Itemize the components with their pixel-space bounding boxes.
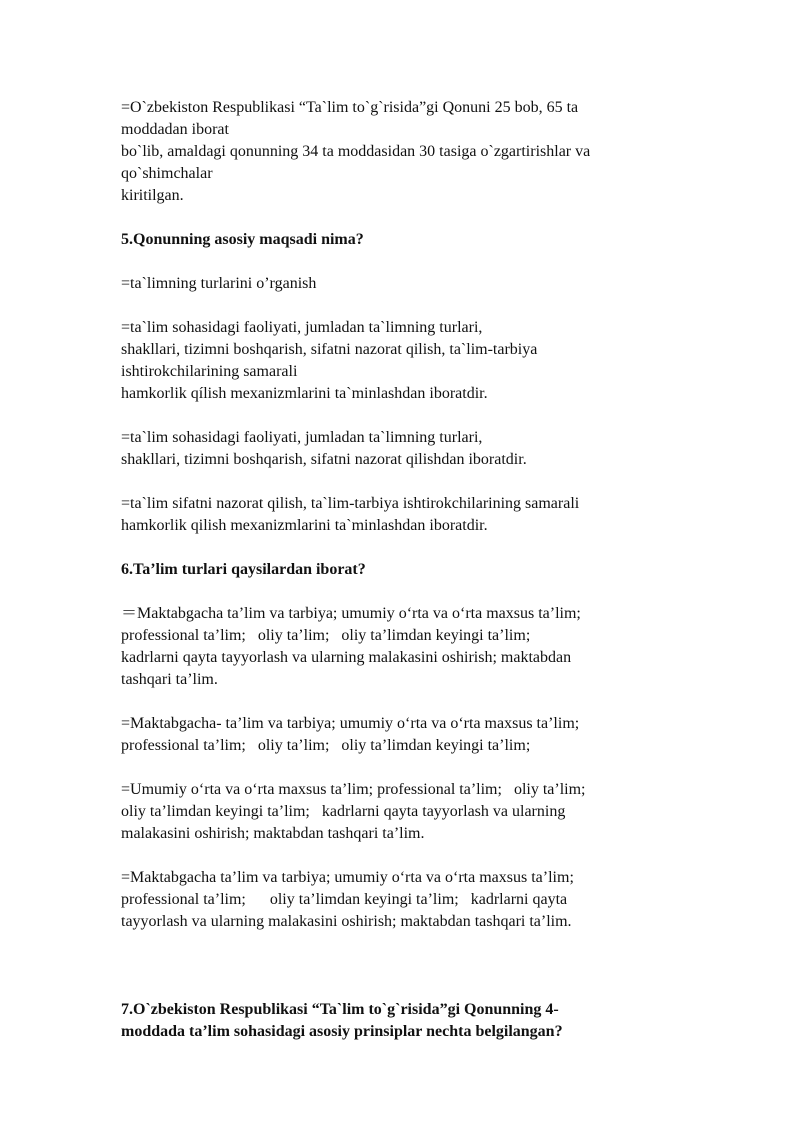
- text-line: shakllari, tizimni boshqarish, sifatni nazorat qilish, ta`lim-tarbiya: [121, 341, 538, 358]
- document-page: [121, 97, 681, 1043]
- text-line: kiritilgan.: [121, 187, 184, 204]
- text-line: =ta`lim sohasidagi faoliyati, jumladan ta`limning turlari,: [121, 319, 483, 336]
- text-line: oliy ta’limdan keyingi ta’lim; kadrlarni qayta tayyorlash va ularning: [121, 803, 566, 820]
- text-line: kadrlarni qayta tayyorlash va ularning malakasini oshirish; maktabdan: [121, 649, 572, 666]
- question-heading: 6.Ta’lim turlari qaysilardan iborat?: [121, 561, 366, 578]
- answer-option: [121, 493, 681, 537]
- question-6: [121, 559, 681, 933]
- text-line: =Umumiy o‘rta va o‘rta maxsus ta’lim; professional ta’lim; oliy ta’lim;: [121, 781, 586, 798]
- text-line: moddadan iborat: [121, 121, 229, 138]
- text-line: ＝Maktabgacha ta’lim va tarbiya; umumiy o‘rta va o‘rta maxsus ta’lim;: [121, 605, 581, 622]
- answer-option: [121, 317, 681, 405]
- question-heading: moddada ta’lim sohasidagi asosiy prinsiplar nechta belgilangan?: [121, 1023, 563, 1040]
- answer-option: [121, 273, 681, 295]
- question-5: [121, 229, 681, 537]
- text-line: =Maktabgacha- ta’lim va tarbiya; umumiy o‘rta va o‘rta maxsus ta’lim;: [121, 715, 580, 732]
- text-line: hamkorlik qilish mexanizmlarini ta`minlashdan iboratdir.: [121, 517, 488, 534]
- text-line: =Maktabgacha ta’lim va tarbiya; umumiy o‘rta va o‘rta maxsus ta’lim;: [121, 869, 574, 886]
- text-line: professional ta’lim; oliy ta’lim; oliy ta’limdan keyingi ta’lim;: [121, 627, 531, 644]
- text-line: =ta`limning turlarini o’rganish: [121, 275, 317, 292]
- question-7: [121, 999, 681, 1043]
- answer-option: [121, 713, 681, 757]
- text-line: =ta`lim sohasidagi faoliyati, jumladan ta`limning turlari,: [121, 429, 483, 446]
- text-line: malakasini oshirish; maktabdan tashqari ta’lim.: [121, 825, 425, 842]
- text-line: shakllari, tizimni boshqarish, sifatni nazorat qilishdan iboratdir.: [121, 451, 527, 468]
- text-line: hamkorlik qílish mexanizmlarini ta`minlashdan iboratdir.: [121, 385, 488, 402]
- question-heading: 5.Qonunning asosiy maqsadi nima?: [121, 231, 364, 248]
- question-heading: 7.O`zbekiston Respublikasi “Ta`lim to`g`risida”gi Qonunning 4-: [121, 1001, 559, 1018]
- text-line: tashqari ta’lim.: [121, 671, 218, 688]
- text-line: qo`shimchalar: [121, 165, 213, 182]
- answer-option: [121, 427, 681, 471]
- text-line: =ta`lim sifatni nazorat qilish, ta`lim-tarbiya ishtirokchilarining samarali: [121, 495, 580, 512]
- text-line: professional ta’lim; oliy ta’lim; oliy ta’limdan keyingi ta’lim;: [121, 737, 531, 754]
- text-line: tayyorlash va ularning malakasini oshirish; maktabdan tashqari ta’lim.: [121, 913, 572, 930]
- text-line: ishtirokchilarining samarali: [121, 363, 298, 380]
- answer-option: [121, 867, 681, 933]
- intro-paragraph: [121, 97, 681, 207]
- text-line: =O`zbekiston Respublikasi “Ta`lim to`g`risida”gi Qonuni 25 bob, 65 ta: [121, 99, 579, 116]
- text-line: bo`lib, amaldagi qonunning 34 ta moddasidan 30 tasiga o`zgartirishlar va: [121, 143, 591, 160]
- answer-option: [121, 603, 681, 691]
- answer-option: [121, 779, 681, 845]
- text-line: professional ta’lim; oliy ta’limdan keyingi ta’lim; kadrlarni qayta: [121, 891, 568, 908]
